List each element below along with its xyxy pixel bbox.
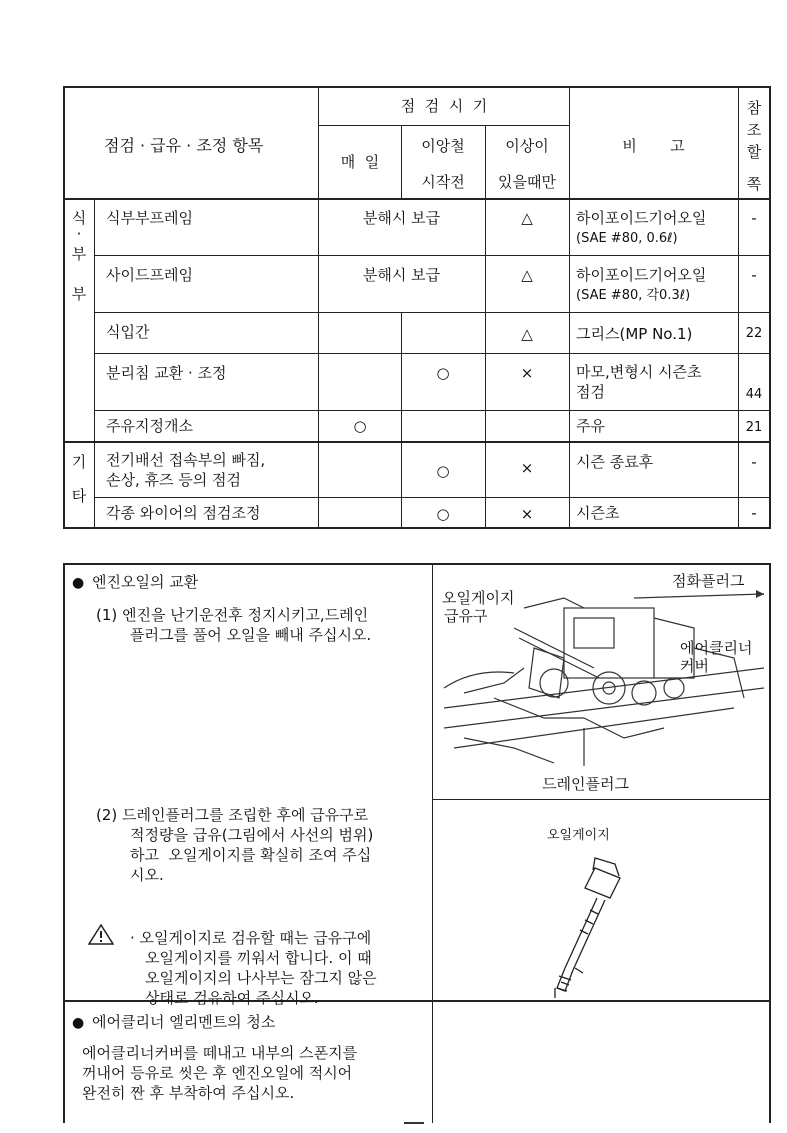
group-other-1: 기 bbox=[71, 453, 87, 471]
header-ref-page-2: 조 bbox=[746, 121, 762, 139]
row-page: - bbox=[751, 453, 757, 471]
row-remark-2: (SAE #80, 0.6ℓ) bbox=[576, 231, 678, 246]
header-season-start: 이앙철 bbox=[421, 137, 465, 155]
row-remark: 시즌초 bbox=[576, 504, 620, 522]
row-daily: ○ bbox=[353, 417, 367, 435]
header-remarks: 비 고 bbox=[622, 137, 685, 155]
row-remark: 시즌 종료후 bbox=[576, 453, 654, 471]
caution-text-3: 오일게이지의 나사부는 잠그지 않은 bbox=[145, 969, 377, 987]
step2-text: (2) 드레인플러그를 조립한 후에 급유구로 bbox=[96, 806, 369, 824]
header-season-start-2: 시작전 bbox=[421, 173, 465, 191]
row-item: 사이드프레임 bbox=[106, 266, 193, 284]
row-span-text: 분해시 보급 bbox=[362, 209, 441, 227]
row-page: 22 bbox=[745, 326, 763, 341]
engine-oil-bullet: ● bbox=[72, 575, 85, 591]
row-abnormal: × bbox=[520, 505, 534, 523]
group-planting-3: 부 bbox=[71, 245, 87, 263]
header-ref-page-1: 참 bbox=[746, 99, 762, 117]
row-item: 식입간 bbox=[106, 323, 150, 341]
caution-text: · 오일게이지로 검유할 때는 급유구에 bbox=[130, 929, 372, 947]
row-season-start: ○ bbox=[436, 364, 450, 382]
fig-label-oil-gauge-2: 오일게이지 bbox=[547, 828, 610, 843]
air-cleaner-text: 에어클리너커버를 떼내고 내부의 스폰지를 bbox=[82, 1044, 358, 1062]
group-planting-4: 부 bbox=[71, 285, 87, 303]
row-abnormal: △ bbox=[521, 266, 533, 284]
row-page: 44 bbox=[745, 387, 763, 402]
header-period-group: 점 검 시 기 bbox=[400, 97, 488, 115]
row-remark-2: (SAE #80, 각0.3ℓ) bbox=[576, 288, 691, 303]
group-planting-2: · bbox=[76, 225, 82, 243]
row-item: 전기배선 접속부의 빠짐, bbox=[106, 451, 266, 469]
row-item: 각종 와이어의 점검조정 bbox=[106, 504, 261, 522]
fig-label-oil-gauge: 오일게이지 bbox=[442, 589, 515, 607]
fig-label-air-cleaner: 에어클리너 bbox=[680, 639, 753, 657]
row-season-start: ○ bbox=[436, 462, 450, 480]
header-abnormal-2: 있을때만 bbox=[498, 173, 556, 191]
row-item: 분리침 교환 · 조정 bbox=[106, 364, 227, 382]
row-item: 식부부프레임 bbox=[106, 209, 193, 227]
row-remark: 하이포이드기어오일 bbox=[576, 209, 707, 227]
header-ref-page-4: 쪽 bbox=[746, 175, 762, 193]
group-other-2: 타 bbox=[71, 487, 87, 505]
row-remark: 그리스(MP No.1) bbox=[576, 325, 693, 343]
row-page: - bbox=[751, 504, 757, 522]
air-cleaner-text-2: 꺼내어 등유로 씻은 후 엔진오일에 적시어 bbox=[82, 1064, 353, 1082]
row-abnormal: △ bbox=[521, 325, 533, 343]
fig-label-air-cleaner-2: 커버 bbox=[680, 657, 709, 675]
air-cleaner-text-3: 완전히 짠 후 부착하여 주십시오. bbox=[82, 1084, 295, 1102]
row-abnormal: △ bbox=[521, 209, 533, 227]
fig-label-spark-plug: 점화플러그 bbox=[672, 572, 745, 590]
step2-text-3: 하고 오일게이지를 확실히 조여 주십 bbox=[130, 846, 372, 864]
row-abnormal: × bbox=[520, 364, 534, 382]
fig-label-filler: 급유구 bbox=[444, 607, 488, 625]
engine-oil-title: 엔진오일의 교환 bbox=[92, 573, 199, 591]
row-remark: 하이포이드기어오일 bbox=[576, 266, 707, 284]
row-page: - bbox=[751, 266, 757, 284]
fig-label-drain-plug: 드레인플러그 bbox=[542, 775, 629, 793]
step2-text-2: 적정량을 급유(그림에서 사선의 범위) bbox=[130, 826, 374, 844]
page-number-fragment bbox=[404, 1122, 424, 1130]
row-page: 21 bbox=[745, 420, 763, 435]
row-remark-2: 점검 bbox=[576, 383, 605, 401]
row-item-2: 손상, 휴즈 등의 점검 bbox=[106, 471, 241, 489]
caution-icon bbox=[88, 923, 114, 945]
oil-gauge-illustration bbox=[535, 848, 655, 998]
header-abnormal: 이상이 bbox=[505, 137, 549, 155]
caution-text-4: 상태로 검유하여 주십시오. bbox=[145, 989, 319, 1007]
row-remark: 주유 bbox=[576, 417, 605, 435]
row-abnormal: × bbox=[520, 459, 534, 477]
caution-text-2: 오일게이지를 끼워서 합니다. 이 때 bbox=[145, 949, 372, 967]
header-ref-page-3: 할 bbox=[746, 143, 762, 161]
air-cleaner-title: 에어클리너 엘리멘트의 청소 bbox=[92, 1013, 276, 1031]
air-cleaner-bullet: ● bbox=[72, 1015, 85, 1031]
group-planting-1: 식 bbox=[71, 209, 87, 227]
row-item: 주유지정개소 bbox=[106, 417, 193, 435]
row-page: - bbox=[751, 209, 757, 227]
row-span-text: 분해시 보급 bbox=[362, 266, 441, 284]
step2-text-4: 시오. bbox=[130, 866, 164, 884]
row-remark: 마모,변형시 시즌초 bbox=[576, 363, 702, 381]
header-item-col: 점검 · 급유 · 조정 항목 bbox=[104, 136, 264, 155]
step1-text: (1) 엔진을 난기운전후 정지시키고,드레인 bbox=[96, 606, 369, 624]
row-season-start: ○ bbox=[436, 505, 450, 523]
header-daily: 매 일 bbox=[340, 153, 380, 171]
step1-text-2: 플러그를 풀어 오일을 빼내 주십시오. bbox=[130, 626, 372, 644]
